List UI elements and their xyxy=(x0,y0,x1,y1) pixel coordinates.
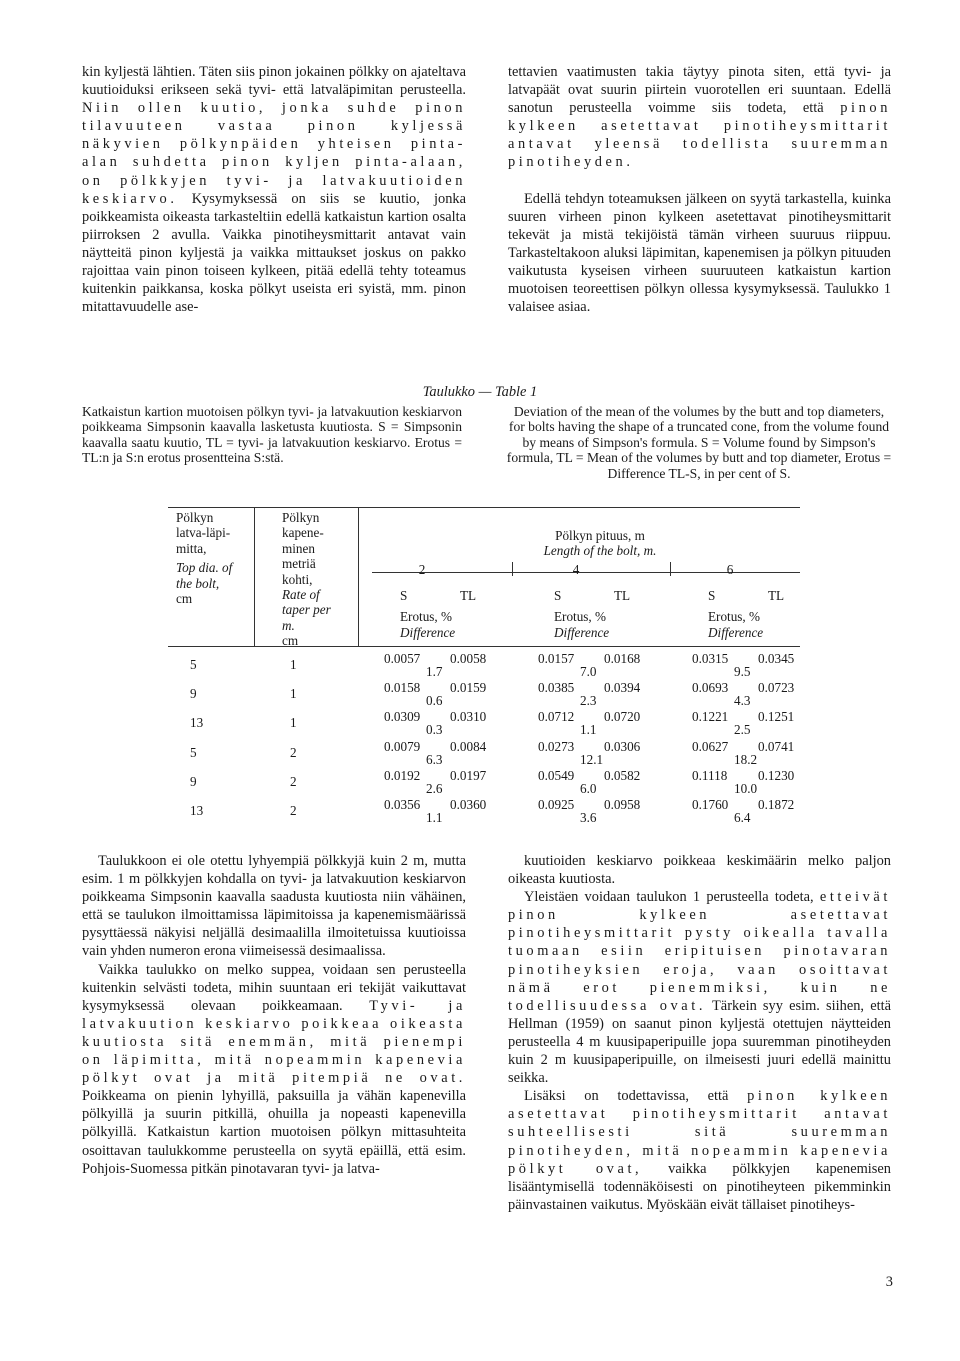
paragraph xyxy=(508,852,891,888)
table-title-fi: Taulukko xyxy=(422,384,475,400)
col-taper-header xyxy=(282,510,354,649)
length-value: 6 xyxy=(726,562,734,577)
paragraph-text: Tärkein syy esim. siihen, että Hellman (1959) on saanut pinon kyljestä otettujen näytteiden perusteella 4 m kuusipaperipuille jopa suuremman pinotiheyden kuin 2 m kuusipaperipuille, on ilmeisesti juuri edellä mainittu seikka. xyxy=(508,997,891,1087)
cell-difference: 2.3 xyxy=(580,693,597,709)
paragraph-text: vaikka pölkkyjen kapenemisen lisääntymisellä todennäköisesti on pinotiheyteen pikemminkin päinvastainen vaikutus. Myöskään eivät tällaiset pinotiheys- xyxy=(508,1160,891,1213)
cell-tl-value: 0.0306 xyxy=(604,738,641,754)
cell-taper: 1 xyxy=(290,686,297,702)
paragraph xyxy=(508,1087,891,1214)
text-column-top-left xyxy=(82,63,466,316)
paragraph xyxy=(508,888,891,1087)
col-taper-unit: cm xyxy=(282,633,299,649)
text-column-top-right xyxy=(508,63,891,316)
cell-difference: 6.3 xyxy=(426,751,443,767)
paragraph-text: kin kyljestä lähtien. Täten siis pinon jokainen pölkky on ajateltava kuutioiduksi erikseen sekä tyvi- että latvaläpimitan perusteella. xyxy=(82,64,466,99)
cell-difference: 1.7 xyxy=(426,664,443,679)
length-header-fi: Pölkyn pituus, m xyxy=(555,528,645,543)
cell-top-dia: 13 xyxy=(190,715,204,731)
paragraph xyxy=(82,63,466,316)
cell-s-value: 0.0925 xyxy=(538,797,575,812)
cell-tl-value: 0.0168 xyxy=(604,651,641,666)
caption-english: Deviation of the mean of the volumes by the butt and top diameters, for bolts having the shape of a truncated cone, from the volume found by means of Simpson's formula. S = Volume found by Simpson's formula, TL = Mean of the volumes by butt and top diameter, Erotus = Difference TL-S, in per cent of S. xyxy=(506,404,892,481)
cell-top-dia: 5 xyxy=(190,744,197,760)
table-vrule-1 xyxy=(254,507,255,647)
table-header-rule xyxy=(168,646,800,647)
cell-top-dia: 9 xyxy=(190,773,197,789)
cell-difference: 0.6 xyxy=(426,693,443,709)
table-top-rule xyxy=(168,507,800,508)
cell-difference: 12.1 xyxy=(580,751,604,767)
cell-difference: 3.6 xyxy=(580,810,597,825)
table-title xyxy=(0,384,960,401)
cell-tl-value: 0.1251 xyxy=(758,709,795,725)
table-vrule-4 xyxy=(670,562,671,576)
cell-s-value: 0.0273 xyxy=(538,738,575,754)
cell-s-value: 0.0712 xyxy=(538,709,575,725)
cell-s-value: 0.0385 xyxy=(538,680,575,696)
paragraph-text: Vaikka taulukko on melko suppea, voidaan sen perusteella kuitenkin selvästi todeta, mihin suuntaan eri tekijät vaikuttavat kysymyksessä olevaan poikkeamaan. xyxy=(82,961,466,1014)
cell-tl-value: 0.0159 xyxy=(450,680,487,696)
cell-tl-value: 0.1230 xyxy=(758,767,795,783)
cell-s-value: 0.0315 xyxy=(692,651,729,666)
table-title-en: Table 1 xyxy=(494,384,538,400)
emphasized-text: etteivät pinon kylkeen asetettavat pinotiheysmittarit pysty oikealla tavalla tuomaan esiin eripituisen pinotavaran pinotiheyksien eroja, vaan osoittavat nämä erot pienemmiksi, kuin ne todellisuudessa ovat. xyxy=(508,889,891,1014)
cell-tl-value: 0.0582 xyxy=(604,767,641,783)
col-taper-fi: Pölkyn kapene-minen metriä kohti, xyxy=(282,510,324,587)
paragraph xyxy=(82,961,466,1178)
cell-tl-value: 0.0741 xyxy=(758,738,795,754)
cell-tl-value: 0.0720 xyxy=(604,709,641,725)
difference-label-fi: Erotus, % xyxy=(554,609,607,624)
cell-difference: 10.0 xyxy=(734,780,758,796)
cell-tl-value: 0.0345 xyxy=(758,651,795,666)
difference-label-en: Difference xyxy=(400,625,456,640)
s-label: S xyxy=(400,588,408,603)
length-header xyxy=(490,528,710,559)
paragraph-text: kuutioiden keskiarvo poikkeaa keskimäärin melko paljon oikeasta kuutiosta. xyxy=(508,853,891,888)
difference-label-en: Difference xyxy=(554,625,610,640)
cell-top-dia: 9 xyxy=(190,686,197,702)
emphasized-text: Tyvi- ja latvakuution keskiarvo poikkeaa oikeasta kuutiosta sitä enemmän, mitä pienempi on läpimitta, mitä nopeammin kapenevia pölkyt ovat ja mitä pitempiä ne ovat. xyxy=(82,997,467,1087)
cell-taper: 2 xyxy=(290,803,297,818)
length-header-en: Length of the bolt, m. xyxy=(543,543,657,559)
page-number: 3 xyxy=(885,1274,893,1290)
cell-s-value: 0.0057 xyxy=(384,651,421,666)
cell-tl-value: 0.0310 xyxy=(450,709,487,725)
paragraph-text: tettavien vaatimusten takia täytyy pinota siten, että tyvi- ja latvapäät ovat suurin piirtein vuorotellen eri suuntaan. Edellä sanotun perusteella voimme siis todeta, että xyxy=(508,64,891,117)
col-top-dia-en: Top dia. of the bolt, xyxy=(176,560,233,591)
cell-difference: 2.5 xyxy=(734,722,751,738)
tl-label: TL xyxy=(614,588,631,603)
cell-taper: 1 xyxy=(290,715,297,731)
paragraph-text: Poikkeama on pienin lyhyillä, paksuilla ja vähän kapenevilla pölkyillä ja suurin pitkillä, ohuilla ja nopeasti kapenevilla pölkyillä. Katkaistun kartion muotoisen pölkyn mittasuhteita osoittavan taulukkomme perusteella on syytä epäillä, että esim. Pohjois-Suomessa pitkän pinotavaran tyvi- ja latva- xyxy=(82,1088,466,1177)
emphasized-text: pinon kylkeen asetettavat pinotiheysmittarit antavat suhteellisesti sitä suuremman pinotiheyden, mitä nopeammin kapenevia pölkyt ovat, xyxy=(508,1088,891,1177)
cell-s-value: 0.1118 xyxy=(692,767,728,783)
cell-taper: 1 xyxy=(290,657,297,672)
cell-s-value: 0.0356 xyxy=(384,797,421,812)
cell-tl-value: 0.0723 xyxy=(758,680,795,696)
cell-tl-value: 0.0958 xyxy=(604,797,641,812)
col-top-dia-header xyxy=(176,510,252,606)
difference-label-fi: Erotus, % xyxy=(400,609,453,624)
paragraph-text: Taulukkoon ei ole otettu lyhyempiä pölkkyjä kuin 2 m, mutta esim. 1 m pölkkyjen kohdalla on tyvi- ja latvakuution keskiarvon poikkeama Simpsonin kaavalla saadusta kuutiosta niin vähäinen, että se taulukon ilmoittamissa läpimitoissa ja kapenemismäärissä pysyttäessä näkyisi neljällä desimaalilla ilmoitetuissa kuutioissa vain yhden numeron erona viimeisessä desimaalissa. xyxy=(82,853,466,960)
cell-difference: 0.3 xyxy=(426,722,443,738)
paragraph xyxy=(508,190,891,317)
table-title-separator: — xyxy=(474,384,495,400)
text-column-bottom-left xyxy=(82,852,466,1178)
paragraph-text: Kysymyksessä on siis se kuutio, jonka poikkeamista oikeasta tarkasteltiin edellä katkaistun kartion osalta piirroksen 2 avulla. Vaikka pinotiheysmittarit antavat vain näytteitä pinon kyljestä ja vaikka mittaukset joskus on pakko rajoittaa vain pinon toiseen kylkeen, pitää edellä tehty toteamus kuitenkin paikkansa, koska pölkyt useista eri syistä, mm. pinon mitattavuudelle ase- xyxy=(82,190,466,316)
difference-label-fi: Erotus, % xyxy=(708,609,761,624)
cell-difference: 2.6 xyxy=(426,780,443,796)
table-vrule-2 xyxy=(358,507,359,647)
cell-s-value: 0.0192 xyxy=(384,767,421,783)
cell-difference: 7.0 xyxy=(580,664,597,679)
length-value: 4 xyxy=(572,562,580,577)
col-top-dia-fi: Pölkyn latva-läpi-mitta, xyxy=(176,510,231,556)
cell-difference: 6.4 xyxy=(734,810,751,825)
paragraph xyxy=(508,63,891,172)
cell-s-value: 0.0627 xyxy=(692,738,729,754)
cell-s-value: 0.0157 xyxy=(538,651,575,666)
paragraph xyxy=(82,852,466,961)
caption-finnish: Katkaistun kartion muotoisen pölkyn tyvi- ja latvakuution keskiarvon poikkeama Simpsonin kaavalla lasketusta kuutiosta. S = Simpsonin kaavalla saatu kuutio, TL = tyvi- ja latvakuution keskiarvo. Erotus = TL:n ja S:n erotus prosentteina S:stä. xyxy=(82,404,462,466)
cell-tl-value: 0.0360 xyxy=(450,797,487,812)
col-taper-en: Rate of taper per m. xyxy=(282,587,331,633)
paragraph-text: Yleistäen voidaan taulukon 1 perusteella todeta, xyxy=(524,889,820,906)
cell-tl-value: 0.0197 xyxy=(450,767,487,783)
tl-label: TL xyxy=(768,588,785,603)
cell-s-value: 0.0693 xyxy=(692,680,729,696)
cell-s-value: 0.1760 xyxy=(692,797,729,812)
cell-taper: 2 xyxy=(290,744,297,760)
cell-tl-value: 0.0084 xyxy=(450,738,487,754)
cell-top-dia: 13 xyxy=(190,803,204,818)
s-label: S xyxy=(708,588,716,603)
cell-s-value: 0.0158 xyxy=(384,680,421,696)
paragraph-text: Lisäksi on todettavissa, että xyxy=(524,1088,748,1105)
s-label: S xyxy=(554,588,562,603)
cell-difference: 4.3 xyxy=(734,693,751,709)
cell-tl-value: 0.0394 xyxy=(604,680,641,696)
cell-taper: 2 xyxy=(290,773,297,789)
col-top-dia-unit: cm xyxy=(176,591,193,607)
cell-tl-value: 0.0058 xyxy=(450,651,487,666)
cell-s-value: 0.0309 xyxy=(384,709,421,725)
cell-difference: 1.1 xyxy=(426,810,443,825)
cell-s-value: 0.0549 xyxy=(538,767,575,783)
length-value: 2 xyxy=(418,562,426,577)
cell-difference: 6.0 xyxy=(580,780,597,796)
cell-s-value: 0.1221 xyxy=(692,709,729,725)
emphasized-text: pinon kylkeen asetettavat pinotiheysmittarit antavat yleensä todellista suuremman pinotiheyden. xyxy=(508,100,891,171)
text-column-bottom-right xyxy=(508,852,891,1214)
difference-label-en: Difference xyxy=(708,625,764,640)
cell-difference: 9.5 xyxy=(734,664,751,679)
tl-label: TL xyxy=(460,588,477,603)
paragraph-text: Edellä tehdyn toteamuksen jälkeen on syytä tarkastella, kuinka suuren virheen pinon kylkeen asetettavat pinotiheysmittarit tekevät ja mistä tekijöistä tämän virheen suuruus riippuu. Tarkasteltakoon aluksi läpimitan, kapenemisen ja pölkyn pituuden vaikutusta kyseisen virheen suuruuteen katkaistun kartion muotoisen teoreettisen pölkyn ollessa kysymyksessä. Taulukko 1 valaisee asiaa. xyxy=(508,190,891,316)
emphasized-text: Niin ollen kuutio, jonka suhde pinon tilavuuteen vastaa pinon kyljessä näkyvien pölkynpäiden yhteisen pinta-alan suhdetta pinon kyljen pinta-alaan, on pölkkyjen tyvi- ja latvakuutioiden keskiarvo. xyxy=(82,100,466,207)
cell-tl-value: 0.1872 xyxy=(758,797,795,812)
table-vrule-3 xyxy=(512,562,513,576)
cell-s-value: 0.0079 xyxy=(384,738,421,754)
cell-difference: 1.1 xyxy=(580,722,597,738)
cell-top-dia: 5 xyxy=(190,657,197,672)
cell-difference: 18.2 xyxy=(734,751,758,767)
